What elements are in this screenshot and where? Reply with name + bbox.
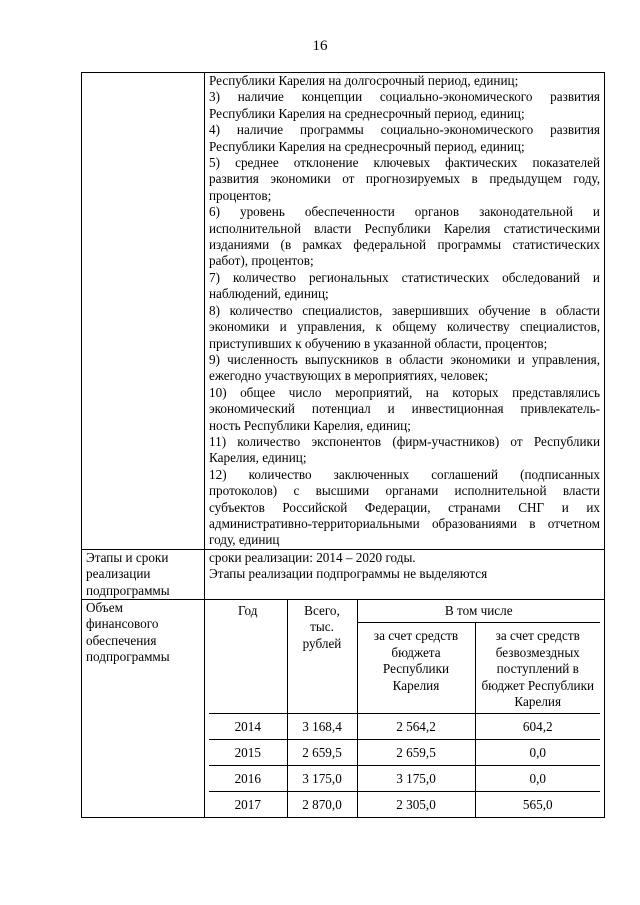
- header-total-line: рублей: [302, 635, 342, 651]
- header-including: В том числе: [357, 600, 600, 623]
- header-total: [287, 600, 357, 714]
- indicator-line: 11) количество экспонентов (фирм-участников) от Республики: [209, 433, 600, 449]
- header-budget-line: Республики: [382, 661, 450, 677]
- financing-row: [82, 600, 605, 818]
- cell-year: 2014: [209, 714, 287, 740]
- header-grants-line: безвозмездных: [495, 644, 580, 660]
- cell-grants: 565,0: [475, 792, 600, 818]
- cell-budget: 2 564,2: [357, 714, 475, 740]
- indicator-line: ность Республики Карелия, единиц;: [209, 417, 411, 433]
- cell-grants: 0,0: [475, 766, 600, 792]
- indicator-line: наблюдений, единиц;: [209, 286, 329, 302]
- stages-label-cell: [82, 549, 205, 599]
- financing-label-cell: [82, 600, 205, 818]
- header-budget-line: Карелия: [392, 677, 440, 693]
- header-grants-line: за счет средств: [495, 628, 580, 644]
- indicator-line: работ), процентов;: [209, 253, 314, 269]
- cell-year: 2015: [209, 740, 287, 766]
- indicator-line: 5) среднее отклонение ключевых фактических показателей: [209, 155, 600, 171]
- indicator-line: протоколов) с высшими органами исполнительной власти: [209, 483, 600, 499]
- indicator-line: Республики Карелия на долгосрочный период, единиц;: [209, 73, 519, 88]
- indicator-line: 9) численность выпускников в области экономики и управления,: [209, 351, 600, 367]
- cell-budget: 3 175,0: [357, 766, 475, 792]
- financing-data-row: [209, 714, 600, 740]
- indicator-line: субъектов Российской Федерации, странами СНГ и их: [209, 499, 600, 515]
- financing-data-row: [209, 740, 600, 766]
- header-grants-line: Карелия: [514, 694, 562, 710]
- indicator-line: 6) уровень обеспеченности органов законодательной и: [209, 204, 600, 220]
- financing-data-row: [209, 792, 600, 818]
- indicator-line: 7) количество региональных статистических обследований и: [209, 269, 600, 285]
- indicator-line: экономический потенциал и инвестиционная привлекатель-: [209, 401, 600, 417]
- header-grants-line: бюджет Республики: [481, 677, 595, 693]
- header-budget-line: бюджета: [391, 644, 441, 660]
- financing-label-line: Объем: [86, 600, 123, 615]
- indicators-label-cell: [82, 73, 205, 550]
- cell-year: 2017: [209, 792, 287, 818]
- indicators-row: [82, 73, 605, 550]
- stages-value-line: Этапы реализации подпрограммы не выделяются: [209, 566, 488, 582]
- financing-data-row: [209, 766, 600, 792]
- indicator-line: 3) наличие концепции социально-экономического развития: [209, 89, 600, 105]
- indicator-line: Карелия, единиц;: [209, 450, 307, 466]
- indicator-line: экономики и управления, к общему количеству специалистов,: [209, 319, 600, 335]
- cell-total: 2 870,0: [287, 792, 357, 818]
- stages-row: [82, 549, 605, 599]
- header-grants: [475, 623, 600, 714]
- cell-budget: 2 659,5: [357, 740, 475, 766]
- cell-budget: 2 305,0: [357, 792, 475, 818]
- financing-label-line: обеспечения: [86, 632, 157, 648]
- indicator-line: исполнительной власти Республики Карелия статистическими: [209, 220, 600, 236]
- indicator-line: 8) количество специалистов, завершивших обучение в области: [209, 302, 600, 318]
- indicator-line: развития экономики от прогнозируемых в предыдущем году,: [209, 171, 600, 187]
- header-year: Год: [209, 600, 287, 714]
- header-budget: [357, 623, 475, 714]
- header-budget-line: за счет средств: [373, 628, 459, 644]
- stages-value-line: сроки реализации: 2014 – 2020 годы.: [209, 549, 416, 565]
- stages-label-line: подпрограммы: [86, 582, 170, 598]
- cell-total: 2 659,5: [287, 740, 357, 766]
- indicator-line: процентов;: [209, 187, 272, 203]
- financing-label-line: подпрограммы: [86, 649, 170, 665]
- passport-table: [81, 72, 605, 818]
- stages-label-line: реализации: [86, 566, 151, 582]
- cell-year: 2016: [209, 766, 287, 792]
- indicator-line: Республики Карелия на среднесрочный период, единиц;: [209, 105, 525, 121]
- cell-total: 3 175,0: [287, 766, 357, 792]
- indicator-line: 10) общее число мероприятий, на которых представлялись: [209, 384, 600, 400]
- indicator-line: 12) количество заключенных соглашений (подписанных: [209, 466, 600, 482]
- financing-table: [209, 600, 600, 817]
- header-total-line: тыс.: [310, 619, 334, 635]
- indicator-line: административно-территориальными образованиями в отчетном: [209, 515, 600, 531]
- header-total-line: Всего,: [304, 603, 340, 618]
- financing-header-row: [209, 600, 600, 623]
- cell-grants: 0,0: [475, 740, 600, 766]
- indicator-line: 4) наличие программы социально-экономического развития: [209, 122, 600, 138]
- stages-content-cell: [205, 549, 605, 599]
- page-number: 16: [312, 38, 328, 54]
- indicator-line: изданиями (в рамках федеральной программы статистических: [209, 237, 600, 253]
- indicators-content-cell: [205, 73, 605, 550]
- stages-label-line: Этапы и сроки: [86, 549, 169, 565]
- indicator-line: году, единиц: [209, 532, 280, 548]
- indicator-line: ежегодно участвующих в мероприятиях, человек;: [209, 368, 489, 384]
- financing-table-cell: [205, 600, 605, 818]
- cell-grants: 604,2: [475, 714, 600, 740]
- indicator-line: Республики Карелия на среднесрочный период, единиц;: [209, 138, 525, 154]
- cell-total: 3 168,4: [287, 714, 357, 740]
- indicator-line: приступивших к обучению в указанной области, процентов;: [209, 335, 548, 351]
- header-grants-line: поступлений в: [496, 661, 579, 677]
- financing-label-line: финансового: [86, 616, 159, 632]
